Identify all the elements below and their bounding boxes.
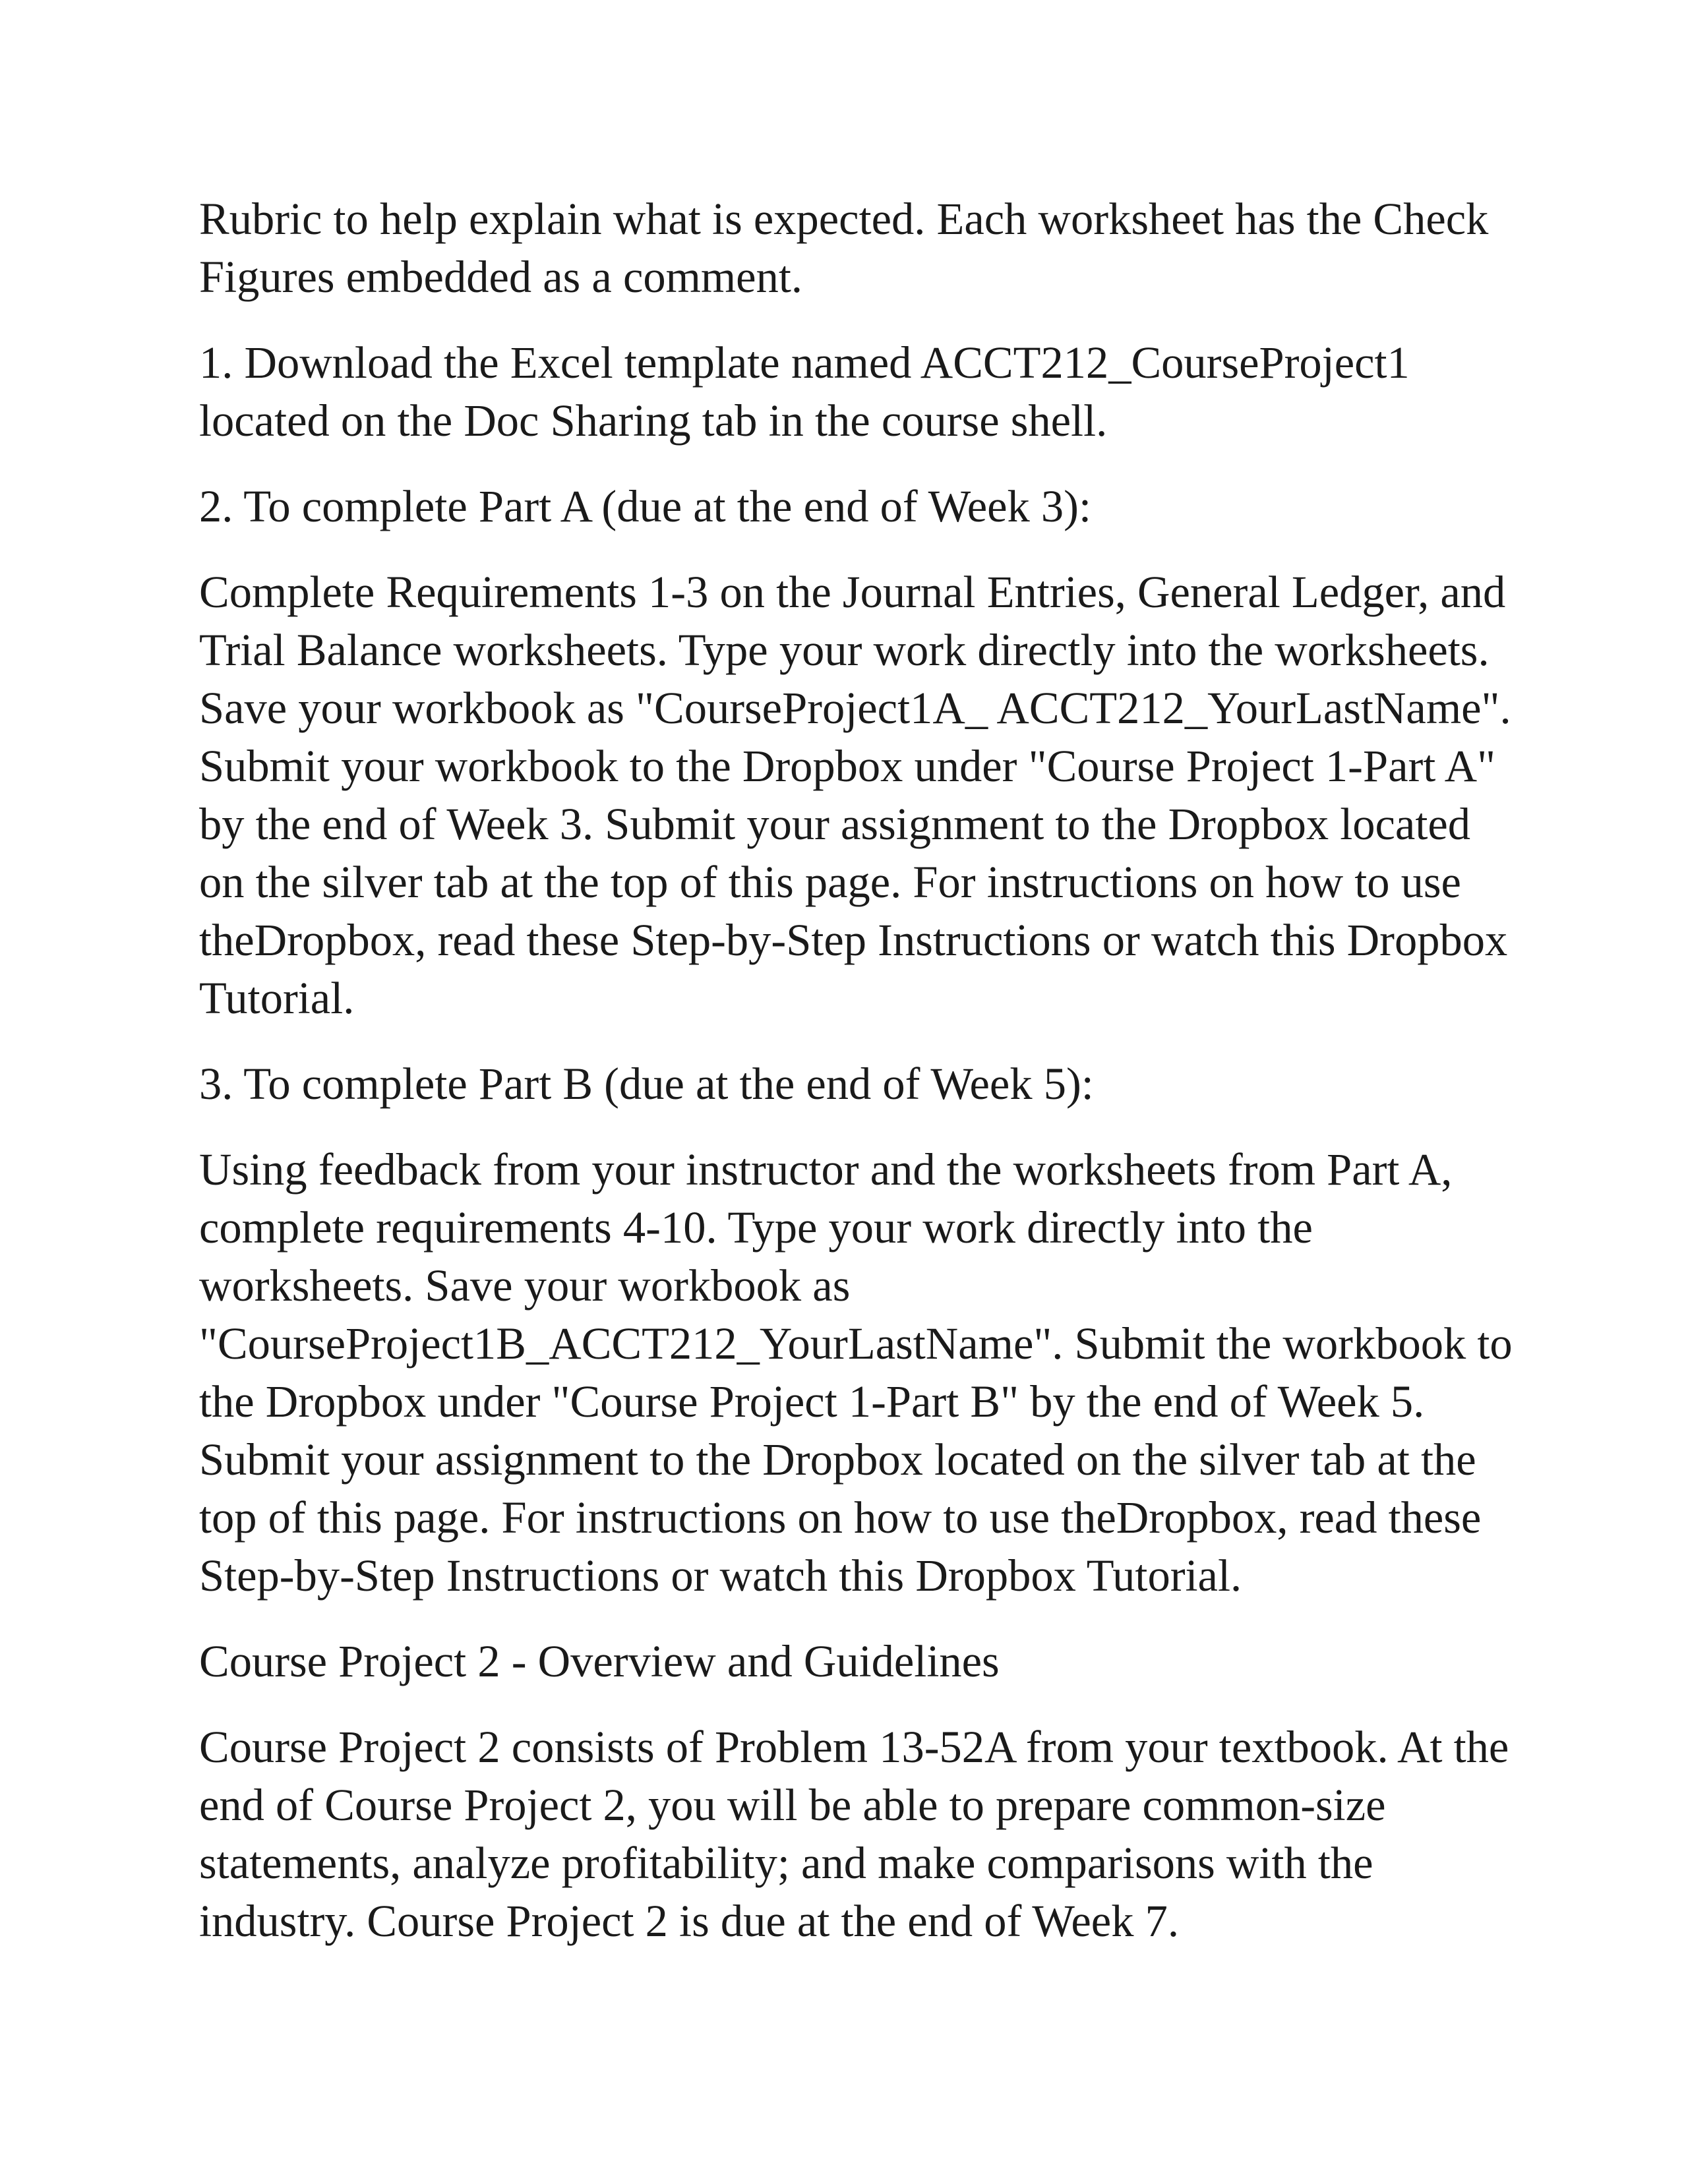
text-line: Complete Requirements 1-3 on the Journal Entries, General Ledger, and	[199, 567, 1506, 617]
text-line: Using feedback from your instructor and the worksheets from Part A,	[199, 1144, 1453, 1195]
text-line: on the silver tab at the top of this page. For instructions on how to use	[199, 857, 1461, 907]
paragraph-rubric-intro	[199, 190, 1511, 306]
text-line: located on the Doc Sharing tab in the course shell.	[199, 396, 1108, 446]
text-line: Step-by-Step Instructions or watch this Dropbox Tutorial.	[199, 1550, 1242, 1601]
text-line: 2. To complete Part A (due at the end of Week 3):	[199, 481, 1092, 531]
text-line: 1. Download the Excel template named ACCT212_CourseProject1	[199, 338, 1410, 388]
paragraph-step-1	[199, 334, 1511, 450]
text-line: worksheets. Save your workbook as	[199, 1260, 851, 1311]
text-line: Course Project 2 consists of Problem 13-52A from your textbook. At the	[199, 1722, 1509, 1772]
text-line: top of this page. For instructions on how to use theDropbox, read these	[199, 1492, 1482, 1543]
paragraph-course-project-2-overview	[199, 1718, 1511, 1950]
section-heading-course-project-2	[199, 1632, 1511, 1690]
text-line: 3. To complete Part B (due at the end of Week 5):	[199, 1059, 1094, 1109]
text-line: complete requirements 4-10. Type your work directly into the	[199, 1202, 1313, 1253]
text-line: by the end of Week 3. Submit your assignment to the Dropbox located	[199, 799, 1471, 849]
text-line: Submit your assignment to the Dropbox located on the silver tab at the	[199, 1434, 1476, 1485]
text-line: Figures embedded as a comment.	[199, 252, 802, 302]
text-line: statements, analyze profitability; and make comparisons with the	[199, 1838, 1373, 1888]
text-line: the Dropbox under "Course Project 1-Part B" by the end of Week 5.	[199, 1376, 1425, 1427]
text-line: Submit your workbook to the Dropbox under "Course Project 1-Part A"	[199, 741, 1496, 791]
text-line: theDropbox, read these Step-by-Step Instructions or watch this Dropbox	[199, 915, 1508, 965]
paragraph-step-3-heading	[199, 1055, 1511, 1113]
document-body	[199, 190, 1511, 1978]
text-line: industry. Course Project 2 is due at the end of Week 7.	[199, 1896, 1179, 1946]
paragraph-part-b-instructions	[199, 1140, 1511, 1605]
text-line: Tutorial.	[199, 973, 355, 1023]
paragraph-step-2-heading	[199, 477, 1511, 535]
paragraph-part-a-instructions	[199, 563, 1511, 1027]
text-line: Course Project 2 - Overview and Guidelines	[199, 1636, 1000, 1686]
text-line: Save your workbook as "CourseProject1A_ ACCT212_YourLastName".	[199, 683, 1511, 733]
text-line: Trial Balance worksheets. Type your work directly into the worksheets.	[199, 625, 1490, 675]
text-line: end of Course Project 2, you will be able to prepare common-size	[199, 1780, 1386, 1830]
text-line: "CourseProject1B_ACCT212_YourLastName". Submit the workbook to	[199, 1318, 1513, 1369]
text-line: Rubric to help explain what is expected. Each worksheet has the Check	[199, 194, 1489, 244]
